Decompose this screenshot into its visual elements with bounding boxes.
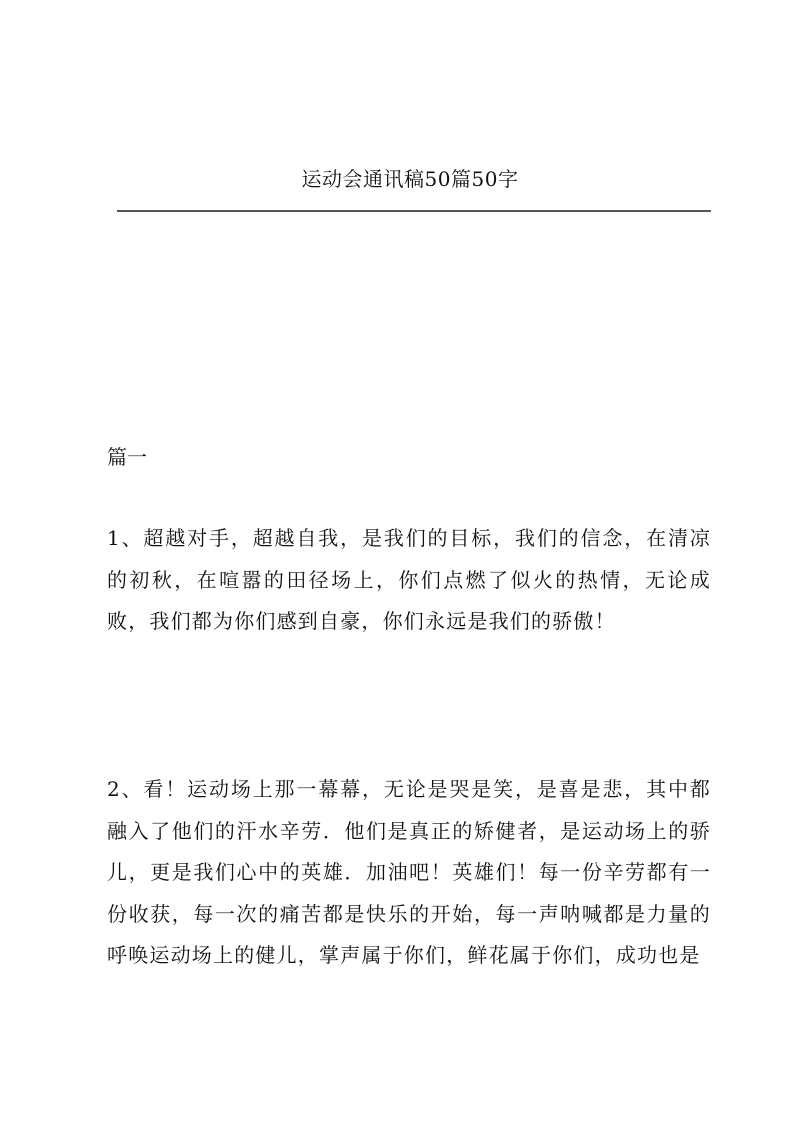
title-divider — [117, 210, 711, 212]
document-title: 运动会通讯稿50篇50字 — [301, 167, 519, 191]
section-heading: 篇一 — [107, 445, 147, 469]
paragraph-1: 1、超越对手，超越自我，是我们的目标，我们的信念，在清凉的初秋，在喧嚣的田径场上，你们点燃了似火的热情，无论成败，我们都为你们感到自豪，你们永远是我们的骄傲！ — [107, 526, 711, 633]
paragraph-2: 2、看！运动场上那一幕幕，无论是哭是笑，是喜是悲，其中都融入了他们的汗水辛劳．他们是真正的矫健者，是运动场上的骄儿，更是我们心中的英雄．加油吧！英雄们！每一份辛劳都有一份收获，每一次的痛苦都是快乐的开始，每一声呐喊都是力量的呼唤运动场上的健儿，掌声属于你们，鲜花属于你们，成功也是 — [107, 777, 711, 967]
